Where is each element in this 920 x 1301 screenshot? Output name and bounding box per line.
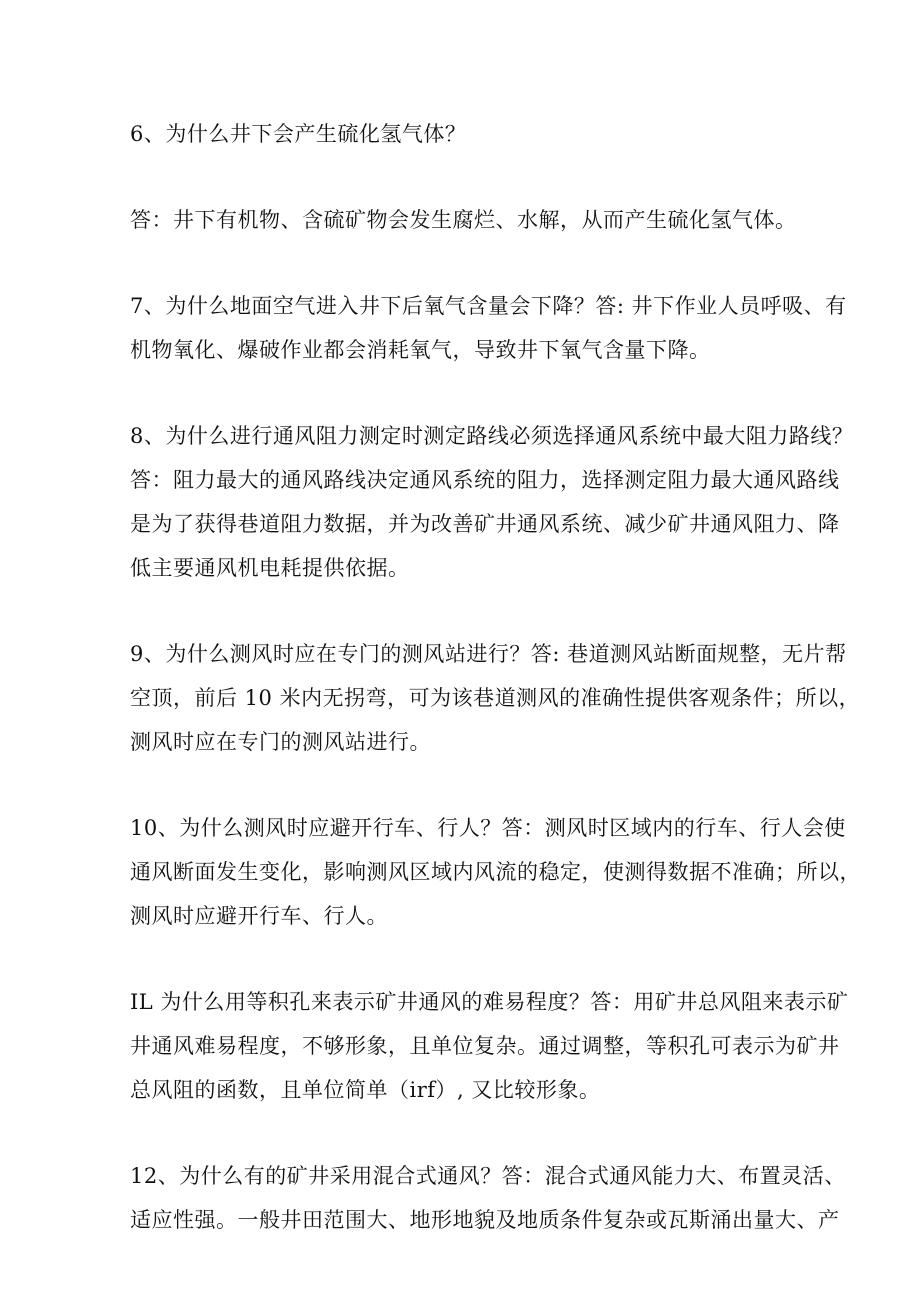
answer-6 xyxy=(130,198,810,242)
question-12 xyxy=(130,1154,846,1242)
text-line: 测风时应避开行车、行人。 xyxy=(130,904,388,928)
question-8 xyxy=(130,414,854,590)
text-line: 12、为什么有的矿井采用混合式通风？答：混合式通风能力大、布置灵活、 xyxy=(130,1164,846,1188)
text-line: 总风阻的函数，且单位简单（irf）, 又比较形象。 xyxy=(130,1078,601,1102)
text-line: 空顶，前后 10 米内无拐弯，可为该巷道测风的准确性提供客观条件；所以， xyxy=(130,686,861,710)
text-line: 机物氧化、爆破作业都会消耗氧气，导致井下氧气含量下降。 xyxy=(130,338,711,362)
text-line: 答：井下有机物、含硫矿物会发生腐烂、水解，从而产生硫化氢气体。 xyxy=(130,208,797,232)
text-line: 测风时应在专门的测风站进行。 xyxy=(130,730,431,754)
text-line: 是为了获得巷道阻力数据，并为改善矿井通风系统、减少矿井通风阻力、降 xyxy=(130,512,840,536)
question-11 xyxy=(130,980,849,1112)
text-line: 9、为什么测风时应在专门的测风站进行？答: 巷道测风站断面规整，无片帮 xyxy=(130,642,847,666)
text-line: 8、为什么进行通风阻力测定时测定路线必须选择通风系统中最大阻力路线？ xyxy=(130,424,854,448)
text-line: 适应性强。一般井田范围大、地形地貌及地质条件复杂或瓦斯涌出量大、产 xyxy=(130,1208,840,1232)
question-9 xyxy=(130,632,861,764)
text-line: 10、为什么测风时应避开行车、行人？答：测风时区域内的行车、行人会使 xyxy=(130,816,846,840)
text-line: 答：阻力最大的通风路线决定通风系统的阻力，选择测定阻力最大通风路线 xyxy=(130,468,840,492)
question-10 xyxy=(130,806,861,938)
text-line: 井通风难易程度，不够形象，且单位复杂。通过调整，等积孔可表示为矿井 xyxy=(130,1034,840,1058)
text-line: IL 为什么用等积孔来表示矿井通风的难易程度？答：用矿井总风阻来表示矿 xyxy=(130,990,849,1014)
question-7 xyxy=(130,284,847,372)
text-line: 6、为什么井下会产生硫化氢气体？ xyxy=(130,122,467,146)
question-6 xyxy=(130,112,810,156)
document-page xyxy=(130,112,861,1284)
text-line: 通风断面发生变化，影响测风区域内风流的稳定，使测得数据不准确；所以， xyxy=(130,860,861,884)
text-line: 7、为什么地面空气进入井下后氧气含量会下降？答: 井下作业人员呼吸、有 xyxy=(130,294,847,318)
text-line: 低主要通风机电耗提供依据。 xyxy=(130,556,410,580)
